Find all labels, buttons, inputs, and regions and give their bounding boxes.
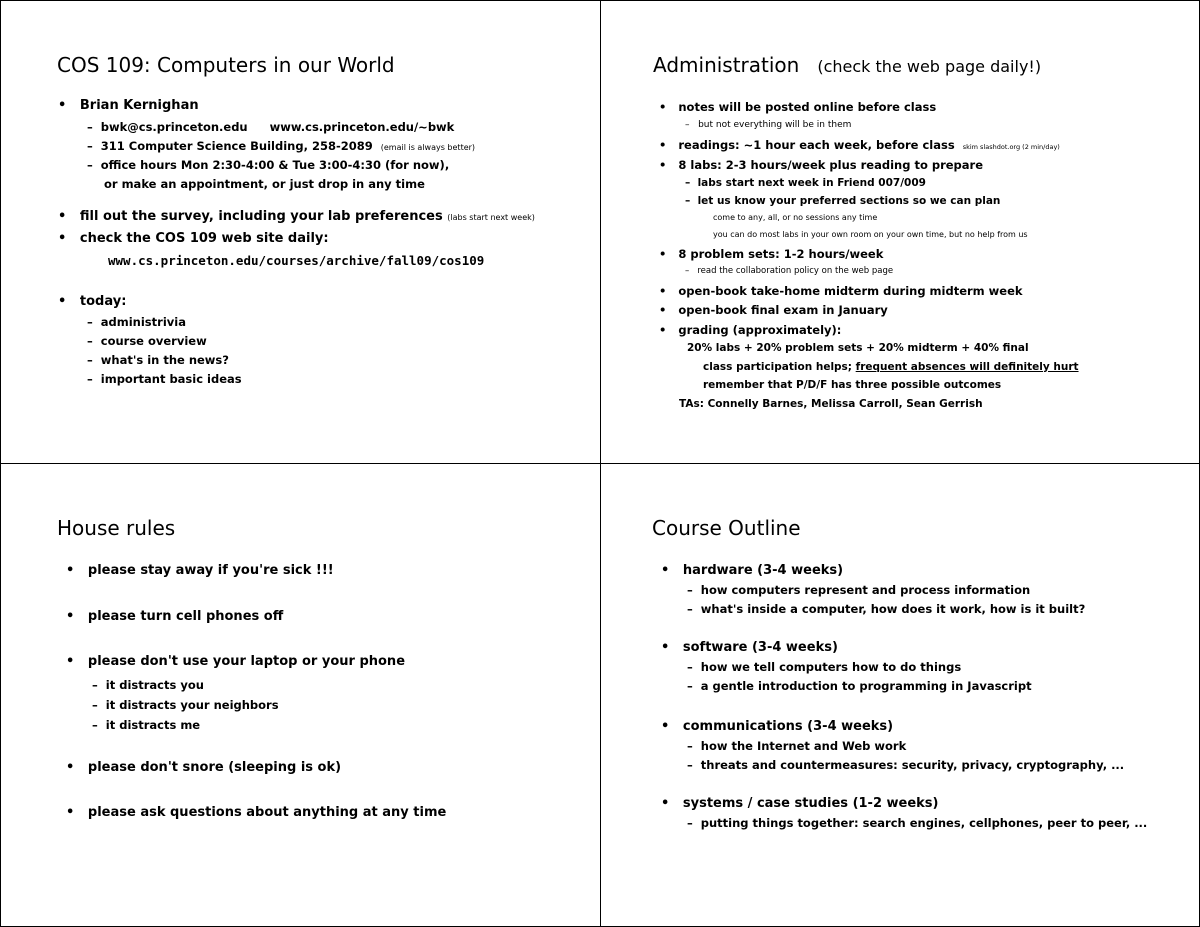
grading-breakdown: 20% labs + 20% problem sets + 20% midterm + 40% final [687, 342, 1029, 354]
bullet-labs: • 8 labs: 2-3 hours/week plus reading to prepare [659, 158, 984, 172]
course-url: www.cs.princeton.edu/courses/archive/fall09/cos109 [108, 253, 485, 268]
slide-title: Course Outline [652, 516, 801, 540]
bullet-instructor: • Brian Kernighan [58, 98, 199, 113]
rule-item: • please don't snore (sleeping is ok) [66, 760, 342, 775]
bullet-midterm: • open-book take-home midterm during midterm week [659, 284, 1023, 298]
bullet-final: • open-book final exam in January [659, 303, 888, 317]
bullet-psets: • 8 problem sets: 1-2 hours/week [659, 247, 884, 261]
grading-pdf: remember that P/D/F has three possible outcomes [703, 379, 1002, 391]
outline-subtopic: – what's inside a computer, how does it work, how is it built? [687, 602, 1086, 616]
rule-item: • please stay away if you're sick !!! [66, 563, 334, 578]
bullet-website: • check the COS 109 web site daily: [58, 231, 329, 246]
slide-house-rules [0, 464, 590, 919]
email-note: (email is always better) [380, 143, 476, 152]
labs-sub: – let us know your preferred sections so we can plan [685, 195, 1001, 207]
notes-sub: – but not everything will be in them [685, 120, 852, 130]
psets-sub: – read the collaboration policy on the web page [685, 266, 894, 276]
instructor-webpage: www.cs.princeton.edu/~bwk [269, 120, 455, 134]
office-hours-continued: or make an appointment, or just drop in any time [104, 177, 425, 191]
outline-subtopic: – threats and countermeasures: security, privacy, cryptography, ... [687, 758, 1125, 772]
outline-topic: • software (3-4 weeks) [661, 640, 838, 655]
rule-item: • please don't use your laptop or your phone [66, 654, 406, 669]
bullet-readings: • readings: ~1 hour each week, before class skim slashdot.org (2 min/day) [659, 138, 1060, 152]
outline-topic: • systems / case studies (1-2 weeks) [661, 796, 939, 811]
slide-title: House rules [57, 516, 176, 540]
bullet-survey: • fill out the survey, including your lab preferences (labs start next week) [58, 209, 535, 224]
outline-subtopic: – how the Internet and Web work [687, 739, 907, 753]
slide-cos109-intro [0, 0, 590, 455]
bullet-grading: • grading (approximately): [659, 323, 842, 337]
outline-subtopic: – how computers represent and process information [687, 583, 1031, 597]
instructor-office: – 311 Computer Science Building, 258-2089 (email is always better) [87, 139, 476, 153]
title-note: (check the web page daily!) [817, 57, 1042, 76]
outline-subtopic: – a gentle introduction to programming in Javascript [687, 679, 1032, 693]
rule-subitem: – it distracts your neighbors [92, 698, 279, 712]
labs-sub-detail: come to any, all, or no sessions any time [713, 213, 878, 222]
office-hours: – office hours Mon 2:30-4:00 & Tue 3:00-4:30 (for now), [87, 158, 450, 172]
outline-subtopic: – how we tell computers how to do things [687, 660, 962, 674]
today-item: – what's in the news? [87, 353, 229, 367]
teaching-assistants: TAs: Connelly Barnes, Melissa Carroll, Sean Gerrish [679, 398, 983, 410]
slide-course-outline [601, 464, 1191, 919]
outline-topic: • hardware (3-4 weeks) [661, 563, 844, 578]
rule-item: • please turn cell phones off [66, 609, 284, 624]
slide-title: COS 109: Computers in our World [57, 53, 395, 77]
outline-topic: • communications (3-4 weeks) [661, 719, 894, 734]
instructor-email: bwk@cs.princeton.edu [100, 120, 248, 134]
instructor-contact: – bwk@cs.princeton.edu www.cs.princeton.edu/~bwk [87, 120, 455, 134]
today-item: – important basic ideas [87, 372, 242, 386]
outline-subtopic: – putting things together: search engines, cellphones, peer to peer, ... [687, 816, 1148, 830]
today-item: – administrivia [87, 315, 186, 329]
bullet-notes: • notes will be posted online before class [659, 100, 937, 114]
rule-item: • please ask questions about anything at any time [66, 805, 447, 820]
slide-administration [601, 0, 1191, 455]
rule-subitem: – it distracts me [92, 718, 201, 732]
slide-title: Administration (check the web page daily!) [653, 53, 1042, 77]
labs-sub: – labs start next week in Friend 007/009 [685, 177, 926, 189]
labs-sub-detail: you can do most labs in your own room on your own time, but no help from us [713, 230, 1028, 239]
grading-participation: class participation helps; frequent absences will definitely hurt [703, 361, 1079, 373]
today-item: – course overview [87, 334, 207, 348]
rule-subitem: – it distracts you [92, 678, 204, 692]
bullet-today: • today: [58, 294, 127, 309]
absences-warning: frequent absences will definitely hurt [855, 361, 1079, 373]
